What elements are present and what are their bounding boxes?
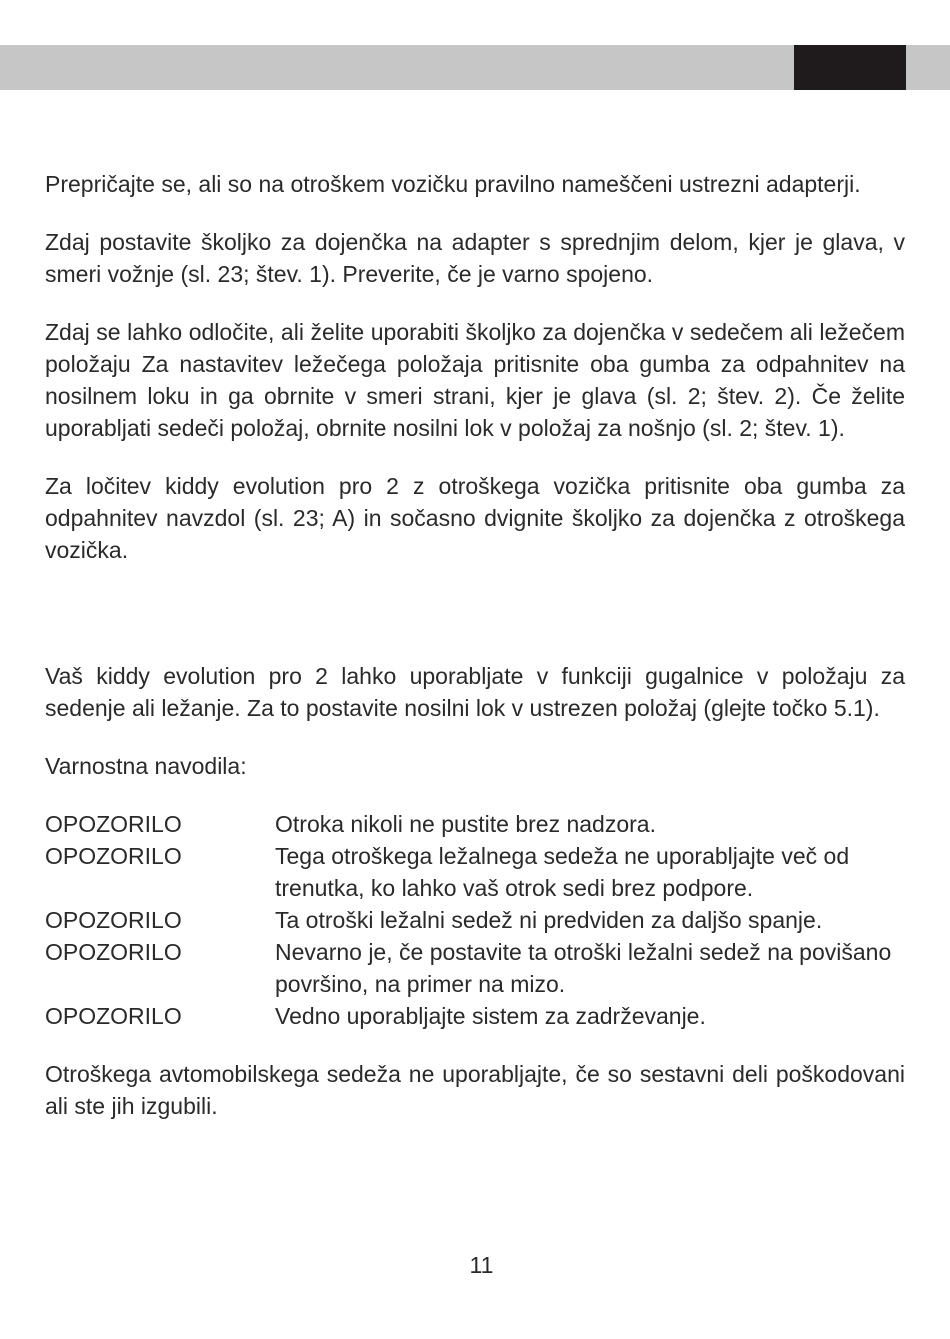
warning-item	[45, 840, 905, 904]
warning-item	[45, 904, 905, 936]
paragraph-positions: Zdaj se lahko odločite, ali želite uporabiti školjko za dojenčka v sedečem ali ležečem položaju Za nastavitev ležečega položaja pritisnite oba gumba za odpahnitev na nosilnem loku in ga obrnite v smeri strani, kjer je glava (sl. 2; štev. 2). Če želite uporabljati sedeči položaj, obrnite nosilni lok v položaj za nošnjo (sl. 2; štev. 1).	[45, 319, 905, 441]
warning-list	[45, 808, 905, 1032]
warning-label: OPOZORILO	[45, 811, 182, 837]
warning-text: Otroka nikoli ne pustite brez nadzora.	[275, 811, 656, 837]
warning-item	[45, 1000, 905, 1032]
header-section-marker	[794, 45, 906, 90]
page-number: 11	[469, 1252, 494, 1278]
paragraph-damaged-parts: Otroškega avtomobilskega sedeža ne uporabljajte, če so sestavni deli poškodovani ali ste jih izgubili.	[45, 1061, 905, 1119]
warning-item	[45, 936, 905, 1000]
safety-heading: Varnostna navodila:	[45, 753, 247, 779]
paragraph-rocker: Vaš kiddy evolution pro 2 lahko uporabljate v funkciji gugalnice v položaju za sedenje ali ležanje. Za to postavite nosilni lok v ustrezen položaj (glejte točko 5.1).	[45, 663, 905, 721]
warning-text: Vedno uporabljajte sistem za zadrževanje.	[275, 1003, 706, 1029]
warning-label: OPOZORILO	[45, 843, 182, 869]
warning-item	[45, 808, 905, 840]
warning-label: OPOZORILO	[45, 939, 182, 965]
page-content	[45, 168, 905, 1122]
paragraph-adapters: Prepričajte se, ali so na otroškem vozičku pravilno nameščeni ustrezni adapterji.	[45, 171, 861, 197]
warning-text: Ta otroški ležalni sedež ni predviden za daljšo spanje.	[275, 907, 823, 933]
warning-text: Nevarno je, če postavite ta otroški ležalni sedež na povišano površino, na primer na mizo.	[275, 939, 892, 997]
warning-text: Tega otroškega ležalnega sedeža ne uporabljajte več od trenutka, ko lahko vaš otrok sedi brez podpore.	[275, 843, 850, 901]
paragraph-place-shell: Zdaj postavite školjko za dojenčka na adapter s sprednjim delom, kjer je glava, v smeri vožnje (sl. 23; štev. 1). Preverite, če je varno spojeno.	[45, 229, 905, 287]
warning-label: OPOZORILO	[45, 1003, 182, 1029]
paragraph-detach: Za ločitev kiddy evolution pro 2 z otroškega vozička pritisnite oba gumba za odpahnitev navzdol (sl. 23; A) in sočasno dvignite školjko za dojenčka z otroškega vozička.	[45, 473, 905, 563]
warning-label: OPOZORILO	[45, 907, 182, 933]
